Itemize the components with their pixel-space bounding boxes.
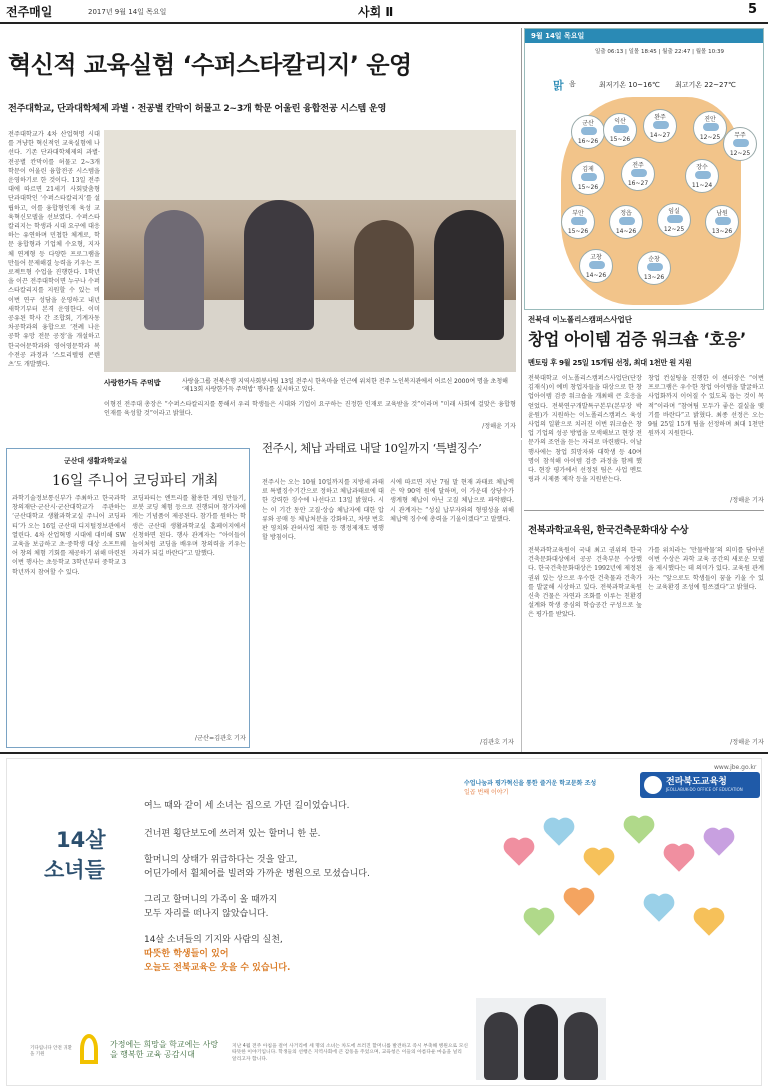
startup-subhead: 멘토링 후 9월 25일 15개팀 선정, 최대 1천만 원 지원 (528, 358, 692, 367)
weather-cloud-icon (619, 217, 635, 225)
coding-body-mid: 코딩파티는 엔트리를 활용한 게임 만들기, 로봇 코딩 체험 등으로 진행되며 참가자에게는 기념품이 제공된다. 참가를 원하는 학생은 군산대 생활과학교실 홈페이지에서 신청하면 된다. 행사 관계자는 “아이들이 놀이처럼 코딩을 배우며 창의력을 키우는 자리가 되길 바란다”고 말했다. (132, 495, 246, 558)
heart-icon (706, 830, 731, 855)
weather-region-name: 장수 (696, 164, 708, 171)
column-divider-2 (521, 440, 522, 752)
heart-icon (696, 910, 721, 935)
ad-slogan-left: 기다립니다 안전 귀환을 기원 (30, 1046, 72, 1057)
tax-body-right: 시에 따르면 지난 7월 말 현재 과태료 체납액은 약 90억 원에 달하며, 이 가운데 상당수가 생계형 체납이 아닌 고질 체납으로 파악됐다. 시 관계자는 “성실 납부자와의 형평성을 위해 체납액 징수에 총력을 기울이겠다”고 말했다. (390, 479, 514, 523)
weather-region-temp: 12~25 (729, 150, 751, 157)
weather-region-name: 진안 (704, 116, 716, 123)
page-header (0, 0, 768, 22)
award-byline: /정해윤 기자 (730, 739, 764, 746)
award-body: 전북과학교육원이 국내 최고 권위의 한국건축문화대상에서 공공 건축부문 수상했다. 한국건축문화대상은 1992년에 제정된 권위 있는 상으로 우수한 건축물과 건축가를 발굴해 시상하고 있다. 전북과학교육원 신축 건물은 자연과 조화를 이루는 친환경 설계와 학생 중심의 학습공간 구성으로 높은 평가를 받았다. (528, 547, 642, 619)
ad-highlight-2: 오늘도 전북교육은 웃을 수 있습니다. (144, 963, 291, 973)
weather-region-name: 김제 (582, 166, 594, 173)
startup-kicker: 전북대 이노폴리스캠퍼스사업단 (528, 315, 633, 324)
ad-url: www.jbe.go.kr (714, 764, 757, 771)
coding-byline: /군산=김관호 기자 (194, 735, 246, 742)
issue-date: 2017년 9월 14일 목요일 (88, 8, 167, 16)
startup-body: 전북대학교 이노폴리스캠퍼스사업단(단장 김재식)이 예비 창업자들을 대상으로 한 창업아이템 검증 워크숍을 개최해 큰 호응을 얻었다. 전북연구개발특구본부(본부장 박윤원)가 지원하는 이노폴리스캠퍼스 육성사업의 일환으로 치러진 이번 워크숍은 창업 기업의 성공 방법을 모색해보고 현장 전문가의 조언을 듣는 자리로 마련됐다. 이날 행사에는 창업 희망자와 대학생 등 40여 명이 참석해 아이템 검증 과정을 함께 했다. 현장 평가에서 선정된 팀은 사업 멘토링과 시제품 제작 등을 지원받는다. (528, 375, 642, 484)
header-rule (0, 22, 768, 24)
weather-region-marker (637, 251, 671, 285)
weather-region-temp: 14~27 (649, 132, 671, 139)
ad-org-logo-icon (644, 776, 662, 794)
weather-low: 최저기온 10~16℃ (599, 81, 660, 89)
coding-headline: 16일 주니어 코딩파티 개최 (52, 473, 219, 489)
heart-icon (646, 896, 671, 921)
weather-cloud-icon (715, 217, 731, 225)
weather-region-marker (723, 127, 757, 161)
weather-condition-sub: 음 (569, 80, 576, 88)
weather-cloud-icon (589, 261, 605, 269)
coding-kicker: 군산대 생활과학교실 (64, 457, 128, 465)
photo-caption-title: 사랑한가득 주먹밥 (104, 379, 161, 387)
weather-high: 최고기온 22~27℃ (675, 81, 736, 89)
weather-sun-info: 일출 06:13 | 일몰 18:45 | 월출 22:47 | 월몰 10:39 (595, 49, 724, 55)
weather-region-marker (579, 249, 613, 283)
weather-region-name: 익산 (614, 118, 626, 125)
heart-icon (526, 910, 551, 935)
ad-top-line2: 일곱 번째 이야기 (464, 789, 509, 796)
ad-story-line-4: 어딘가에서 휠체어를 빌려와 가까운 병원으로 모셨습니다. (144, 869, 370, 879)
photo-person-2 (244, 200, 314, 330)
ad-panel (0, 752, 768, 1090)
photo-wall (104, 130, 516, 200)
weather-region-temp: 16~26 (577, 138, 599, 145)
coding-body: 과학기술정보통신부가 주최하고 한국과학창의재단·군산시·군산대학교가 주관하는 ‘군산대학교 생활과학교실 주니어 코딩파티’가 오는 16일 군산대 디지털정보관에서 열린다. 4차 산업혁명 시대에 대비해 SW 교육을 보급하고 초·중학생 대상 소프트웨어 창의 체험 기회를 제공하기 위해 마련된 이번 행사는 초등학교 3학년부터 중학교 3학년까지 참여할 수 있다. (12, 495, 126, 576)
weather-region-marker (705, 205, 739, 239)
weather-region-temp: 11~24 (691, 182, 713, 189)
heart-icon (546, 820, 571, 845)
award-body-right: 가를 위치라는 ‘만물박물’의 의미를 담아낸 이번 수상은 과학 교육 공간의 새로운 모델을 제시했다는 데 의미가 있다. 교육원 관계자는 “앞으로도 학생들이 꿈을 키울 수 있는 교육환경 조성에 힘쓰겠다”고 밝혔다. (648, 547, 764, 591)
photo-person-1 (144, 210, 204, 330)
ad-students-photo (476, 998, 606, 1080)
weather-region-name: 부안 (572, 210, 584, 217)
weather-region-marker (693, 111, 727, 145)
startup-body-right: 창업 컨설팅을 진행한 이 센터장은 “이번 프로그램은 우수한 창업 아이템을 발굴하고 사업화까지 이어질 수 있도록 돕는 것이 목적”이라며 “참여팀 모두가 좋은 결실을 맺기를 바란다”고 밝혔다. 최종 선정은 오는 9월 25일 15개 팀을 선정하며 최대 1천만 원까지 지원한다. (648, 375, 764, 438)
photo-person-4 (434, 210, 504, 340)
top-subhead: 전주대학교, 단과대학체제 과별 · 전공별 칸막이 허물고 2~3개 학문 어울린 융합전공 시스템 운영 (8, 103, 387, 114)
weather-region-temp: 13~26 (711, 228, 733, 235)
photo-person-3 (354, 220, 414, 330)
weather-region-name: 전주 (632, 162, 644, 169)
award-headline: 전북과학교육원, 한국건축문화대상 수상 (528, 525, 689, 536)
photo-student-2 (524, 1004, 558, 1080)
weather-cloud-icon (571, 217, 587, 225)
ad-story-line-2: 건너편 횡단보도에 쓰러져 있는 할머니 한 분. (144, 829, 321, 839)
weather-region-name: 임실 (668, 208, 680, 215)
weather-region-temp: 15~26 (609, 136, 631, 143)
yellow-ribbon-icon (80, 1034, 98, 1064)
ad-org-name-en: JEOLLABUK-DO OFFICE OF EDUCATION (666, 787, 743, 792)
heart-icon (566, 890, 591, 915)
weather-region-temp: 14~26 (615, 228, 637, 235)
ad-org-badge (640, 772, 760, 798)
weather-cloud-icon (647, 263, 663, 271)
weather-region-name: 정읍 (620, 210, 632, 217)
weather-date: 9월 14일 목요일 (531, 32, 585, 40)
top-story-photo (104, 130, 516, 372)
weather-region-temp: 14~26 (585, 272, 607, 279)
weather-region-name: 고창 (590, 254, 602, 261)
tax-byline: /김관호 기자 (480, 739, 514, 746)
weather-region-marker (685, 159, 719, 193)
weather-region-marker (603, 113, 637, 147)
weather-region-name: 무주 (734, 132, 746, 139)
weather-region-marker (561, 205, 595, 239)
weather-cloud-icon (733, 139, 749, 147)
ad-story-line-6: 모두 자리를 떠나지 않았습니다. (144, 909, 269, 919)
weather-region-name: 남원 (716, 210, 728, 217)
weather-region-name: 완주 (654, 114, 666, 121)
weather-cloud-icon (613, 125, 629, 133)
weather-cloud-icon (695, 171, 711, 179)
weather-header (525, 29, 763, 43)
weather-region-marker (609, 205, 643, 239)
ad-title-line-1: 14살 (56, 828, 106, 852)
weather-region-temp: 13~26 (643, 274, 665, 281)
weather-region-marker (571, 161, 605, 195)
heart-icon (586, 850, 611, 875)
heart-icon (506, 840, 531, 865)
weather-cloud-icon (653, 121, 669, 129)
weather-cloud-icon (703, 123, 719, 131)
weather-condition: 맑 (553, 79, 564, 92)
heart-icon (626, 818, 651, 843)
weather-region-marker (571, 115, 605, 149)
tax-headline: 전주시, 체납 과태료 내달 10일까지 ‘특별징수’ (262, 441, 482, 455)
page-number: 5 (748, 2, 758, 17)
weather-region-temp: 16~27 (627, 180, 649, 187)
weather-region-temp: 15~26 (577, 184, 599, 191)
weather-region-temp: 12~25 (699, 134, 721, 141)
tax-body: 전주시는 오는 10월 10일까지를 지방세 과태료 특별징수기간으로 정하고 체납과태료에 대한 강력한 징수에 나선다고 13일 밝혔다. 시는 이 기간 동안 고질·상습 체납자에 대한 압류와 공매 등 체납처분을 강화하고, 차량 번호판 영치와 관허사업 제한 등 행정제재도 병행할 방침이다. (262, 479, 384, 542)
section-divider (524, 510, 764, 511)
ad-org-name: 전라북도교육청 (666, 777, 727, 787)
top-story-byline: /정해윤 기자 (482, 423, 516, 430)
photo-student-1 (484, 1012, 518, 1080)
column-divider-1 (521, 28, 522, 438)
ad-story-line-1: 여느 때와 같이 세 소녀는 집으로 가던 길이었습니다. (144, 801, 350, 811)
ad-story-line-7: 14살 소녀들의 기지와 사람의 실천, (144, 935, 283, 945)
ad-footnote: 지난 4월 전주 아침을 걸어 사거리에 세 명의 소녀는 차도에 쓰러진 할머니를 발견하고 즉시 부축해 병원으로 모신 따뜻한 이야기입니다. 학생들의 선행은 지역사회에 큰 감동을 주었으며, 교육청은 이들의 아름다운 마음을 널리 알리고자 합니다. (232, 1044, 468, 1062)
top-story-body-left: 전주대학교가 4차 산업혁명 시대를 겨냥한 혁신적인 교육실험에 나선다. 기존 단과대학체제의 과별·전공별 칸막이를 허물고 2~3개 학문이 어울린 융합전공 시스템을 운영하기로 한 것이다. 13일 전주대에 따르면 21세기 사회맞춤형 단과대학인 ‘수퍼스타칼리지’를 설립하고, 이를 융합형인재 육성 교육혁신모델을 선보였다. 수퍼스타칼리지는 학생과 시대 요구에 대응하는 유연하며 민첩한 체계로, 학문 융합형과 기업체 수요형, 지자체 연계형 등 다양한 프로그램을 만들어 문제해결 능력을 키우는 프로젝트형 수업을 진행한다. 1학년을 이끈 전주대학이면 누구나 수퍼스타칼리지를 지원할 수 있는 비 이번 연구 성담을 운영하고 내년 새학기부터 본격 운영한다. 이미 공유된 학사 간 조합회, 기계자동차공학과의 융합으로 ‘전례 나운 공학 유망 전문 공정’을 개설하고 한국어문학과와 영어영문학과 복수전공 과정과 ‘스토리텔링 콘텐츠’도 개발했다. (8, 131, 100, 369)
weather-region-temp: 12~25 (663, 226, 685, 233)
ad-title-line-2: 소녀들 (44, 858, 105, 882)
weather-region-name: 순창 (648, 256, 660, 263)
startup-byline: /정해윤 기자 (730, 497, 764, 504)
heart-icon (666, 846, 691, 871)
weather-cloud-icon (581, 127, 597, 135)
weather-cloud-icon (631, 169, 647, 177)
weather-region-temp: 15~26 (567, 228, 589, 235)
ad-highlight-1: 따뜻한 학생들이 있어 (144, 949, 229, 959)
weather-region-name: 군산 (582, 120, 594, 127)
weather-cloud-icon (667, 215, 683, 223)
section-name: 사회 Ⅱ (358, 5, 394, 19)
ad-heart-balloons (470, 804, 760, 984)
top-story-body-right: 이형진 전주대 총장은 “수퍼스타칼리지를 통해서 우리 학생들은 시대와 기업이 요구하는 진정한 인재로 교육받을 것”이라며 “미래 사회에 걸맞은 융합형 인재를 육성할 것”이라고 밝혔다. (104, 401, 516, 418)
weather-region-marker (621, 157, 655, 191)
top-headline: 혁신적 교육실험 ‘수퍼스타칼리지’ 운영 (8, 51, 412, 79)
weather-cloud-icon (581, 173, 597, 181)
ad-top-line: 수업나눔과 평가혁신을 통한 즐거운 학교문화 조성 (464, 780, 597, 787)
paper-name: 전주매일 (6, 5, 53, 19)
weather-region-marker (657, 203, 691, 237)
ad-slogan-main: 가정에는 희망을 학교에는 사랑을 행복한 교육 공감시대 (110, 1040, 219, 1059)
startup-headline: 창업 아이템 검증 워크숍 ‘호응’ (528, 330, 746, 349)
photo-caption: 사랑을그룹 전북은행 지역사회봉사팀 13일 전주시 한옥마을 인근에 위치한 전주 노인복지관에서 어르신 2000여 명을 초청해 ‘제13회 사랑한가득 주먹밥’ 행사를 실시하고 있다. (182, 378, 508, 393)
ad-story-line-5: 그리고 할머니의 가족이 올 때까지 (144, 895, 278, 905)
ad-story-line-3: 할머니의 상태가 위급하다는 것을 알고, (144, 855, 298, 865)
weather-box (524, 28, 764, 310)
photo-student-3 (564, 1012, 598, 1080)
weather-region-marker (643, 109, 677, 143)
